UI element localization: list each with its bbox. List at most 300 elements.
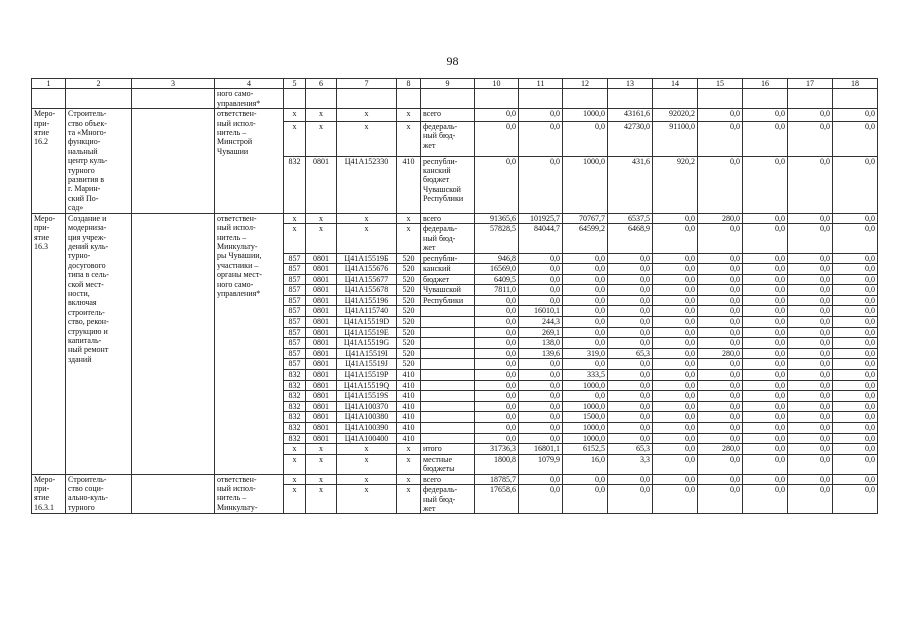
target-code-cell: Ц41А100390 <box>337 423 397 434</box>
section-code-cell: х <box>306 109 337 122</box>
value-cell: 0,0 <box>653 454 698 474</box>
value-cell: 0,0 <box>563 306 608 317</box>
header-cell: 12 <box>563 79 608 89</box>
value-cell: 0,0 <box>653 295 698 306</box>
value-cell: 0,0 <box>788 433 833 444</box>
value-cell: 0,0 <box>698 224 743 253</box>
value-cell: 6409,5 <box>475 274 519 285</box>
value-cell: 0,0 <box>475 433 519 444</box>
value-cell: 280,0 <box>698 348 743 359</box>
value-cell: 0,0 <box>563 264 608 275</box>
funding-source-cell: федераль- ный бюд- жет <box>421 121 475 156</box>
section-code-cell: 0801 <box>306 391 337 402</box>
section-code-cell: 0801 <box>306 156 337 213</box>
header-cell: 13 <box>608 79 653 89</box>
value-cell: 0,0 <box>608 317 653 328</box>
expense-type-cell: 520 <box>397 348 421 359</box>
empty-cell <box>698 89 743 109</box>
section-code-cell: х <box>306 121 337 156</box>
funding-source-cell <box>421 317 475 328</box>
target-code-cell: х <box>337 474 397 485</box>
expense-type-cell: х <box>397 224 421 253</box>
value-cell: 0,0 <box>475 338 519 349</box>
expense-type-cell: 520 <box>397 274 421 285</box>
header-cell: 7 <box>337 79 397 89</box>
value-cell: 0,0 <box>788 359 833 370</box>
value-cell: 0,0 <box>833 264 878 275</box>
value-cell: 0,0 <box>653 423 698 434</box>
value-cell: 0,0 <box>608 412 653 423</box>
value-cell: 0,0 <box>519 401 563 412</box>
value-cell: 0,0 <box>608 285 653 296</box>
value-cell: 17658,6 <box>475 485 519 514</box>
funding-source-cell: местные бюджеты <box>421 454 475 474</box>
header-cell: 5 <box>284 79 306 89</box>
value-cell: 0,0 <box>743 380 788 391</box>
target-code-cell: Ц41А155677 <box>337 274 397 285</box>
grbs-cell: х <box>284 224 306 253</box>
table-row <box>32 89 878 109</box>
value-cell: 0,0 <box>743 109 788 122</box>
expense-type-cell: х <box>397 444 421 455</box>
value-cell: 0,0 <box>563 274 608 285</box>
value-cell: 0,0 <box>743 306 788 317</box>
value-cell: 0,0 <box>743 317 788 328</box>
grbs-cell: 832 <box>284 156 306 213</box>
value-cell: 0,0 <box>833 317 878 328</box>
value-cell: 0,0 <box>519 274 563 285</box>
empty-cell <box>132 213 215 474</box>
funding-source-cell <box>421 433 475 444</box>
value-cell: 0,0 <box>519 121 563 156</box>
value-cell: 0,0 <box>743 412 788 423</box>
expense-type-cell: 410 <box>397 391 421 402</box>
value-cell: 0,0 <box>788 327 833 338</box>
value-cell: 0,0 <box>653 274 698 285</box>
value-cell: 0,0 <box>833 224 878 253</box>
grbs-cell: 832 <box>284 391 306 402</box>
target-code-cell: Ц41А115740 <box>337 306 397 317</box>
value-cell: 0,0 <box>743 213 788 224</box>
funding-source-cell: Республики <box>421 295 475 306</box>
grbs-cell: х <box>284 474 306 485</box>
value-cell: 0,0 <box>698 423 743 434</box>
expense-type-cell: 410 <box>397 433 421 444</box>
funding-source-cell: всего <box>421 474 475 485</box>
value-cell: 0,0 <box>788 485 833 514</box>
value-cell: 0,0 <box>833 348 878 359</box>
value-cell: 0,0 <box>653 370 698 381</box>
value-cell: 0,0 <box>563 295 608 306</box>
value-cell: 0,0 <box>788 474 833 485</box>
value-cell: 0,0 <box>653 444 698 455</box>
table-row <box>32 474 878 485</box>
measure-name-cell: Создание и модерниза- ция учреж- дений куль- турно- досугового типа в сель- ской мест- ности, включая строитель- ство, рекон- струкцию и капиталь- ный ремонт зданий <box>66 213 132 474</box>
value-cell: 0,0 <box>698 391 743 402</box>
value-cell: 0,0 <box>653 338 698 349</box>
value-cell: 0,0 <box>475 306 519 317</box>
value-cell: 43161,6 <box>608 109 653 122</box>
section-code-cell: 0801 <box>306 274 337 285</box>
funding-source-cell <box>421 401 475 412</box>
value-cell: 333,5 <box>563 370 608 381</box>
value-cell: 0,0 <box>788 274 833 285</box>
value-cell: 0,0 <box>698 401 743 412</box>
section-code-cell: х <box>306 213 337 224</box>
section-code-cell: 0801 <box>306 285 337 296</box>
value-cell: 0,0 <box>475 295 519 306</box>
value-cell: 0,0 <box>653 433 698 444</box>
expense-type-cell: х <box>397 109 421 122</box>
header-cell: 18 <box>833 79 878 89</box>
value-cell: 0,0 <box>608 391 653 402</box>
value-cell: 0,0 <box>608 485 653 514</box>
empty-cell <box>475 89 519 109</box>
value-cell: 0,0 <box>519 380 563 391</box>
value-cell: 0,0 <box>653 401 698 412</box>
target-code-cell: х <box>337 454 397 474</box>
value-cell: 0,0 <box>788 423 833 434</box>
value-cell: 0,0 <box>653 348 698 359</box>
value-cell: 0,0 <box>519 253 563 264</box>
grbs-cell: 857 <box>284 253 306 264</box>
value-cell: 139,6 <box>519 348 563 359</box>
expense-type-cell: 520 <box>397 338 421 349</box>
value-cell: 0,0 <box>519 285 563 296</box>
value-cell: 0,0 <box>743 423 788 434</box>
expense-type-cell: 410 <box>397 156 421 213</box>
funding-source-cell: Чувашской <box>421 285 475 296</box>
funding-source-cell <box>421 391 475 402</box>
executor-cell: ответствен- ный испол- нитель – Минкульту- ры Чувашии, участники – органы мест- ного само- управления* <box>215 213 284 474</box>
value-cell: 0,0 <box>653 253 698 264</box>
value-cell: 0,0 <box>608 370 653 381</box>
funding-source-cell <box>421 306 475 317</box>
value-cell: 1079,9 <box>519 454 563 474</box>
target-code-cell: Ц41А15519Q <box>337 380 397 391</box>
target-code-cell: Ц41А100370 <box>337 401 397 412</box>
budget-table <box>31 78 878 514</box>
value-cell: 0,0 <box>833 359 878 370</box>
value-cell: 0,0 <box>833 213 878 224</box>
value-cell: 0,0 <box>833 474 878 485</box>
value-cell: 0,0 <box>833 338 878 349</box>
grbs-cell: 857 <box>284 348 306 359</box>
empty-cell <box>284 89 306 109</box>
value-cell: 0,0 <box>743 454 788 474</box>
grbs-cell: 857 <box>284 274 306 285</box>
value-cell: 0,0 <box>475 109 519 122</box>
target-code-cell: Ц41А15519Б <box>337 253 397 264</box>
value-cell: 0,0 <box>563 391 608 402</box>
funding-source-cell <box>421 359 475 370</box>
header-cell: 15 <box>698 79 743 89</box>
executor-cell: ответствен- ный испол- нитель – Минкульту- <box>215 474 284 514</box>
expense-type-cell: 520 <box>397 295 421 306</box>
value-cell: 0,0 <box>833 253 878 264</box>
value-cell: 0,0 <box>563 327 608 338</box>
value-cell: 431,6 <box>608 156 653 213</box>
empty-cell <box>743 89 788 109</box>
value-cell: 6468,9 <box>608 224 653 253</box>
value-cell: 0,0 <box>475 156 519 213</box>
funding-source-cell <box>421 370 475 381</box>
value-cell: 0,0 <box>698 306 743 317</box>
value-cell: 6537,5 <box>608 213 653 224</box>
value-cell: 91100,0 <box>653 121 698 156</box>
value-cell: 0,0 <box>475 401 519 412</box>
value-cell: 84044,7 <box>519 224 563 253</box>
grbs-cell: 832 <box>284 412 306 423</box>
funding-source-cell <box>421 412 475 423</box>
expense-type-cell: 410 <box>397 401 421 412</box>
expense-type-cell: х <box>397 485 421 514</box>
grbs-cell: 857 <box>284 295 306 306</box>
funding-source-cell <box>421 380 475 391</box>
value-cell: 0,0 <box>743 359 788 370</box>
target-code-cell: Ц41А15519S <box>337 391 397 402</box>
value-cell: 1000,0 <box>563 109 608 122</box>
value-cell: 0,0 <box>833 433 878 444</box>
grbs-cell: 857 <box>284 327 306 338</box>
value-cell: 0,0 <box>519 156 563 213</box>
expense-type-cell: 410 <box>397 423 421 434</box>
target-code-cell: Ц41А15519G <box>337 338 397 349</box>
target-code-cell: Ц41А152330 <box>337 156 397 213</box>
value-cell: 0,0 <box>475 327 519 338</box>
section-code-cell: 0801 <box>306 401 337 412</box>
value-cell: 0,0 <box>563 359 608 370</box>
expense-type-cell: 520 <box>397 359 421 370</box>
value-cell: 0,0 <box>698 380 743 391</box>
value-cell: 0,0 <box>698 295 743 306</box>
funding-source-cell: бюджет <box>421 274 475 285</box>
funding-source-cell: итого <box>421 444 475 455</box>
funding-source-cell: всего <box>421 109 475 122</box>
value-cell: 0,0 <box>743 295 788 306</box>
value-cell: 0,0 <box>788 306 833 317</box>
measure-name-cell: Строитель- ство соци- ально-куль- турного <box>66 474 132 514</box>
section-code-cell: х <box>306 474 337 485</box>
executor-cell: ного само- управления* <box>215 89 284 109</box>
value-cell: 0,0 <box>563 253 608 264</box>
grbs-cell: 832 <box>284 433 306 444</box>
value-cell: 0,0 <box>698 474 743 485</box>
funding-source-cell: республи- канский бюджет Чувашской Республики <box>421 156 475 213</box>
value-cell: 92020,2 <box>653 109 698 122</box>
value-cell: 0,0 <box>608 380 653 391</box>
value-cell: 42730,0 <box>608 121 653 156</box>
value-cell: 7811,0 <box>475 285 519 296</box>
header-cell: 9 <box>421 79 475 89</box>
value-cell: 0,0 <box>788 348 833 359</box>
section-code-cell: 0801 <box>306 380 337 391</box>
section-code-cell: 0801 <box>306 338 337 349</box>
value-cell: 0,0 <box>653 306 698 317</box>
expense-type-cell: х <box>397 121 421 156</box>
measure-cell: Меро- при- ятие 16.3 <box>32 213 66 474</box>
value-cell: 0,0 <box>743 485 788 514</box>
section-code-cell: 0801 <box>306 306 337 317</box>
value-cell: 0,0 <box>743 391 788 402</box>
value-cell: 0,0 <box>788 338 833 349</box>
value-cell: 0,0 <box>788 224 833 253</box>
value-cell: 0,0 <box>788 401 833 412</box>
value-cell: 0,0 <box>608 295 653 306</box>
section-code-cell: 0801 <box>306 253 337 264</box>
grbs-cell: 857 <box>284 264 306 275</box>
target-code-cell: Ц41А15519E <box>337 327 397 338</box>
empty-cell <box>132 89 215 109</box>
value-cell: 0,0 <box>743 253 788 264</box>
value-cell: 0,0 <box>743 327 788 338</box>
value-cell: 0,0 <box>653 412 698 423</box>
target-code-cell: х <box>337 444 397 455</box>
value-cell: 0,0 <box>653 485 698 514</box>
empty-cell <box>563 89 608 109</box>
value-cell: 319,0 <box>563 348 608 359</box>
expense-type-cell: 520 <box>397 253 421 264</box>
table-row <box>32 109 878 122</box>
value-cell: 0,0 <box>608 306 653 317</box>
value-cell: 0,0 <box>788 391 833 402</box>
value-cell: 0,0 <box>698 412 743 423</box>
value-cell: 65,3 <box>608 444 653 455</box>
funding-source-cell <box>421 423 475 434</box>
value-cell: 1000,0 <box>563 433 608 444</box>
value-cell: 280,0 <box>698 213 743 224</box>
target-code-cell: х <box>337 485 397 514</box>
section-code-cell: 0801 <box>306 370 337 381</box>
empty-cell <box>306 89 337 109</box>
value-cell: 0,0 <box>653 264 698 275</box>
section-code-cell: 0801 <box>306 348 337 359</box>
value-cell: 1000,0 <box>563 156 608 213</box>
section-code-cell: 0801 <box>306 423 337 434</box>
empty-cell <box>337 89 397 109</box>
value-cell: 0,0 <box>475 348 519 359</box>
target-code-cell: Ц41А15519I <box>337 348 397 359</box>
value-cell: 31736,3 <box>475 444 519 455</box>
grbs-cell: х <box>284 109 306 122</box>
section-code-cell: 0801 <box>306 327 337 338</box>
value-cell: 0,0 <box>833 156 878 213</box>
grbs-cell: х <box>284 454 306 474</box>
value-cell: 0,0 <box>519 109 563 122</box>
grbs-cell: 857 <box>284 359 306 370</box>
value-cell: 0,0 <box>833 454 878 474</box>
value-cell: 0,0 <box>698 121 743 156</box>
value-cell: 0,0 <box>743 348 788 359</box>
value-cell: 0,0 <box>833 401 878 412</box>
value-cell: 0,0 <box>743 285 788 296</box>
target-code-cell: Ц41А15519D <box>337 317 397 328</box>
value-cell: 57828,5 <box>475 224 519 253</box>
section-code-cell: 0801 <box>306 317 337 328</box>
table-header-row <box>32 79 878 89</box>
value-cell: 0,0 <box>519 474 563 485</box>
expense-type-cell: х <box>397 474 421 485</box>
executor-cell: ответствен- ный испол- нитель – Минстрой Чувашии <box>215 109 284 213</box>
target-code-cell: Ц41А155196 <box>337 295 397 306</box>
value-cell: 0,0 <box>475 423 519 434</box>
value-cell: 0,0 <box>788 444 833 455</box>
value-cell: 0,0 <box>519 433 563 444</box>
target-code-cell: Ц41А155676 <box>337 264 397 275</box>
empty-cell <box>132 109 215 213</box>
header-cell: 14 <box>653 79 698 89</box>
value-cell: 0,0 <box>788 213 833 224</box>
empty-cell <box>653 89 698 109</box>
value-cell: 0,0 <box>833 327 878 338</box>
value-cell: 0,0 <box>743 370 788 381</box>
value-cell: 16010,1 <box>519 306 563 317</box>
grbs-cell: х <box>284 485 306 514</box>
value-cell: 244,3 <box>519 317 563 328</box>
value-cell: 0,0 <box>698 317 743 328</box>
value-cell: 0,0 <box>788 317 833 328</box>
grbs-cell: х <box>284 444 306 455</box>
funding-source-cell <box>421 338 475 349</box>
value-cell: 1000,0 <box>563 380 608 391</box>
grbs-cell: 857 <box>284 338 306 349</box>
value-cell: 0,0 <box>743 224 788 253</box>
expense-type-cell: 520 <box>397 317 421 328</box>
value-cell: 0,0 <box>698 433 743 444</box>
value-cell: 0,0 <box>788 253 833 264</box>
value-cell: 0,0 <box>653 224 698 253</box>
value-cell: 0,0 <box>833 444 878 455</box>
value-cell: 0,0 <box>833 295 878 306</box>
value-cell: 0,0 <box>833 306 878 317</box>
value-cell: 0,0 <box>743 444 788 455</box>
expense-type-cell: 410 <box>397 412 421 423</box>
funding-source-cell: всего <box>421 213 475 224</box>
header-cell: 16 <box>743 79 788 89</box>
value-cell: 0,0 <box>833 423 878 434</box>
value-cell: 0,0 <box>608 338 653 349</box>
value-cell: 0,0 <box>743 264 788 275</box>
value-cell: 0,0 <box>608 474 653 485</box>
value-cell: 16801,1 <box>519 444 563 455</box>
value-cell: 0,0 <box>563 474 608 485</box>
value-cell: 0,0 <box>608 253 653 264</box>
expense-type-cell: 520 <box>397 285 421 296</box>
value-cell: 0,0 <box>698 454 743 474</box>
value-cell: 0,0 <box>608 264 653 275</box>
empty-cell <box>397 89 421 109</box>
expense-type-cell: 520 <box>397 264 421 275</box>
value-cell: 0,0 <box>788 109 833 122</box>
value-cell: 0,0 <box>519 412 563 423</box>
value-cell: 0,0 <box>608 327 653 338</box>
value-cell: 0,0 <box>563 485 608 514</box>
value-cell: 0,0 <box>833 380 878 391</box>
target-code-cell: х <box>337 121 397 156</box>
target-code-cell: Ц41А155678 <box>337 285 397 296</box>
header-cell: 1 <box>32 79 66 89</box>
value-cell: 0,0 <box>519 485 563 514</box>
value-cell: 0,0 <box>833 285 878 296</box>
value-cell: 0,0 <box>788 370 833 381</box>
value-cell: 101925,7 <box>519 213 563 224</box>
expense-type-cell: х <box>397 213 421 224</box>
empty-cell <box>421 89 475 109</box>
header-cell: 8 <box>397 79 421 89</box>
value-cell: 946,8 <box>475 253 519 264</box>
value-cell: 920,2 <box>653 156 698 213</box>
section-code-cell: х <box>306 224 337 253</box>
